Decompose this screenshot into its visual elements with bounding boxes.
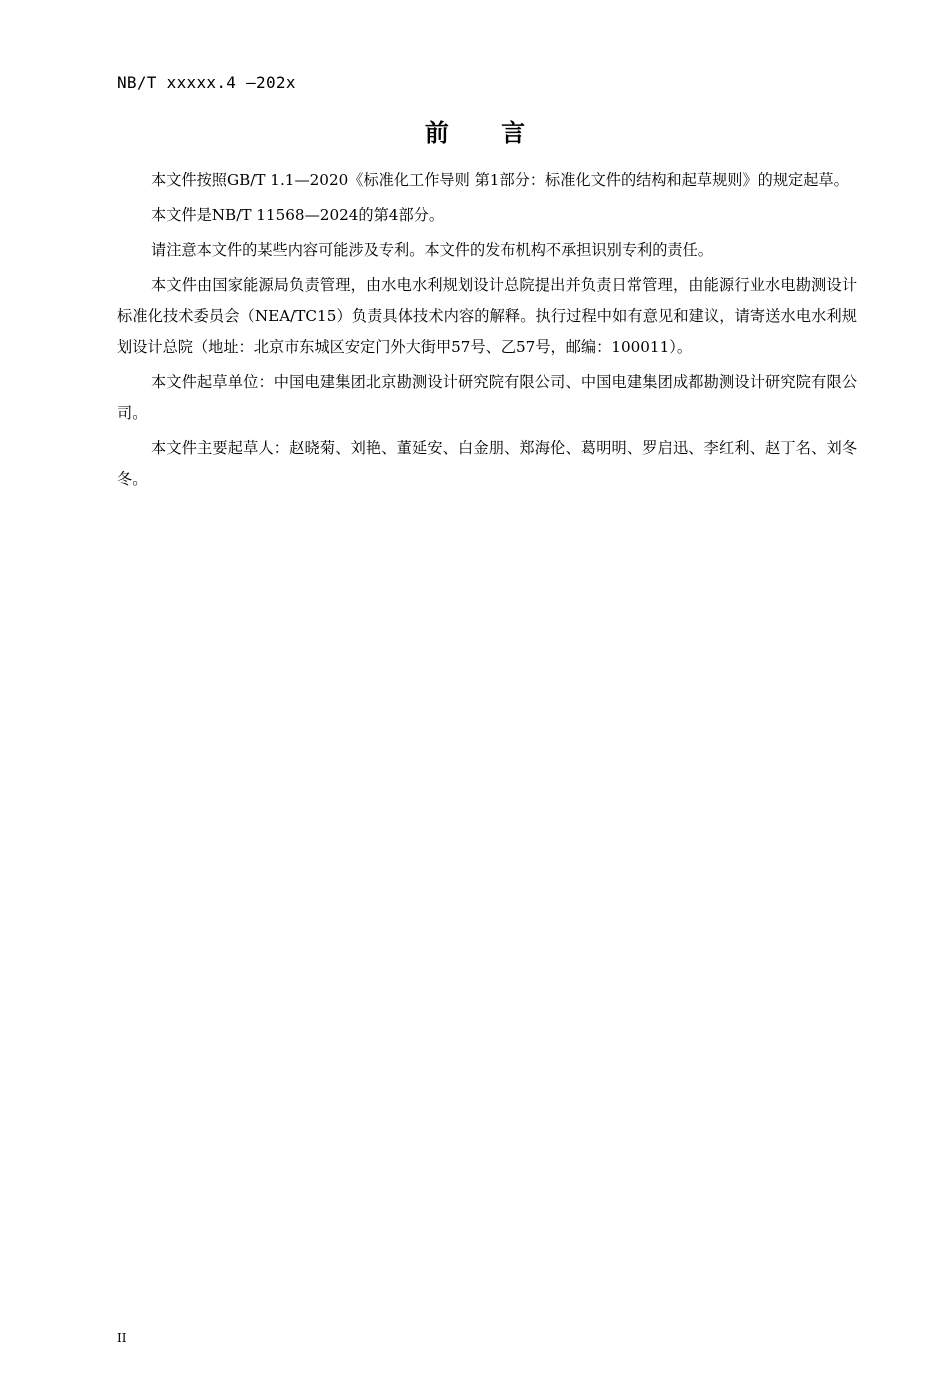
standard-number-header: NB/T xxxxx.4 —202x bbox=[117, 73, 296, 92]
foreword-title: 前 言 bbox=[424, 119, 548, 147]
paragraph-management: 本文件由国家能源局负责管理，由水电水利规划设计总院提出并负责日常管理，由能源行业水电勘测设计标准化技术委员会（NEA/TC15）负责具体技术内容的解释。执行过程中如有意见和建议，请寄送水电水利规划设计总院（地址：北京市东城区安定门外大街甲57号、乙57号，邮编：100011）。 bbox=[117, 276, 857, 356]
paragraph-part-statement: 本文件是NB/T 11568—2024的第4部分。 bbox=[151, 206, 445, 224]
paragraph-drafting-rules: 本文件按照GB/T 1.1—2020《标准化工作导则 第1部分：标准化文件的结构和起草规则》的规定起草。 bbox=[151, 171, 849, 189]
paragraph-patent-notice: 请注意本文件的某些内容可能涉及专利。本文件的发布机构不承担识别专利的责任。 bbox=[151, 241, 713, 259]
foreword-body bbox=[117, 165, 857, 499]
paragraph-drafting-units: 本文件起草单位：中国电建集团北京勘测设计研究院有限公司、中国电建集团成都勘测设计研究院有限公司。 bbox=[117, 373, 857, 422]
page-number: II bbox=[117, 1331, 127, 1345]
paragraph-drafters: 本文件主要起草人：赵晓菊、刘艳、董延安、白金朋、郑海伦、葛明明、罗启迅、李红利、赵丁名、刘冬冬。 bbox=[117, 439, 857, 488]
